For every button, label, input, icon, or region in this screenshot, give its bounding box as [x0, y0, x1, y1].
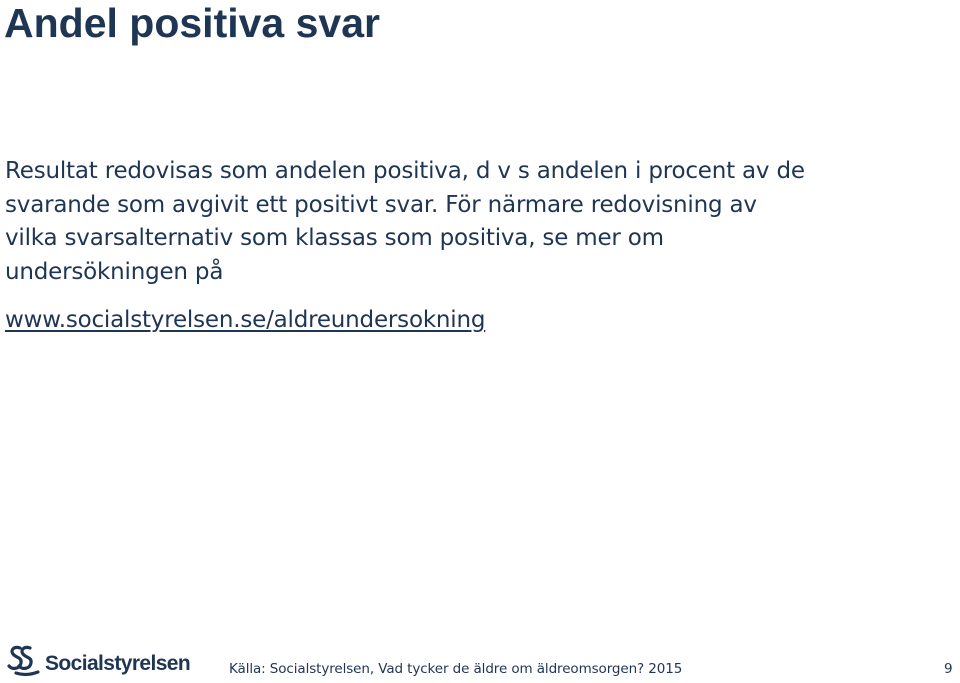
socialstyrelsen-logo	[6, 640, 190, 678]
page-number: 9	[944, 661, 953, 677]
slide-title: Andel positiva svar	[4, 0, 380, 46]
socialstyrelsen-logo-icon	[6, 642, 42, 678]
body-paragraph: Resultat redovisas som andelen positiva, d v s andelen i procent av de svarande som avgivit ett positivt svar. För närmare redovisning av vilka svarsalternativ som klassas som positiva, se mer om undersökningen på	[5, 158, 805, 285]
aldreundersokning-link[interactable]: www.socialstyrelsen.se/aldreundersokning	[5, 307, 486, 333]
source-note: Källa: Socialstyrelsen, Vad tycker de äldre om äldreomsorgen? 2015	[229, 661, 683, 677]
logo-wordmark: Socialstyrelsen	[45, 652, 191, 675]
